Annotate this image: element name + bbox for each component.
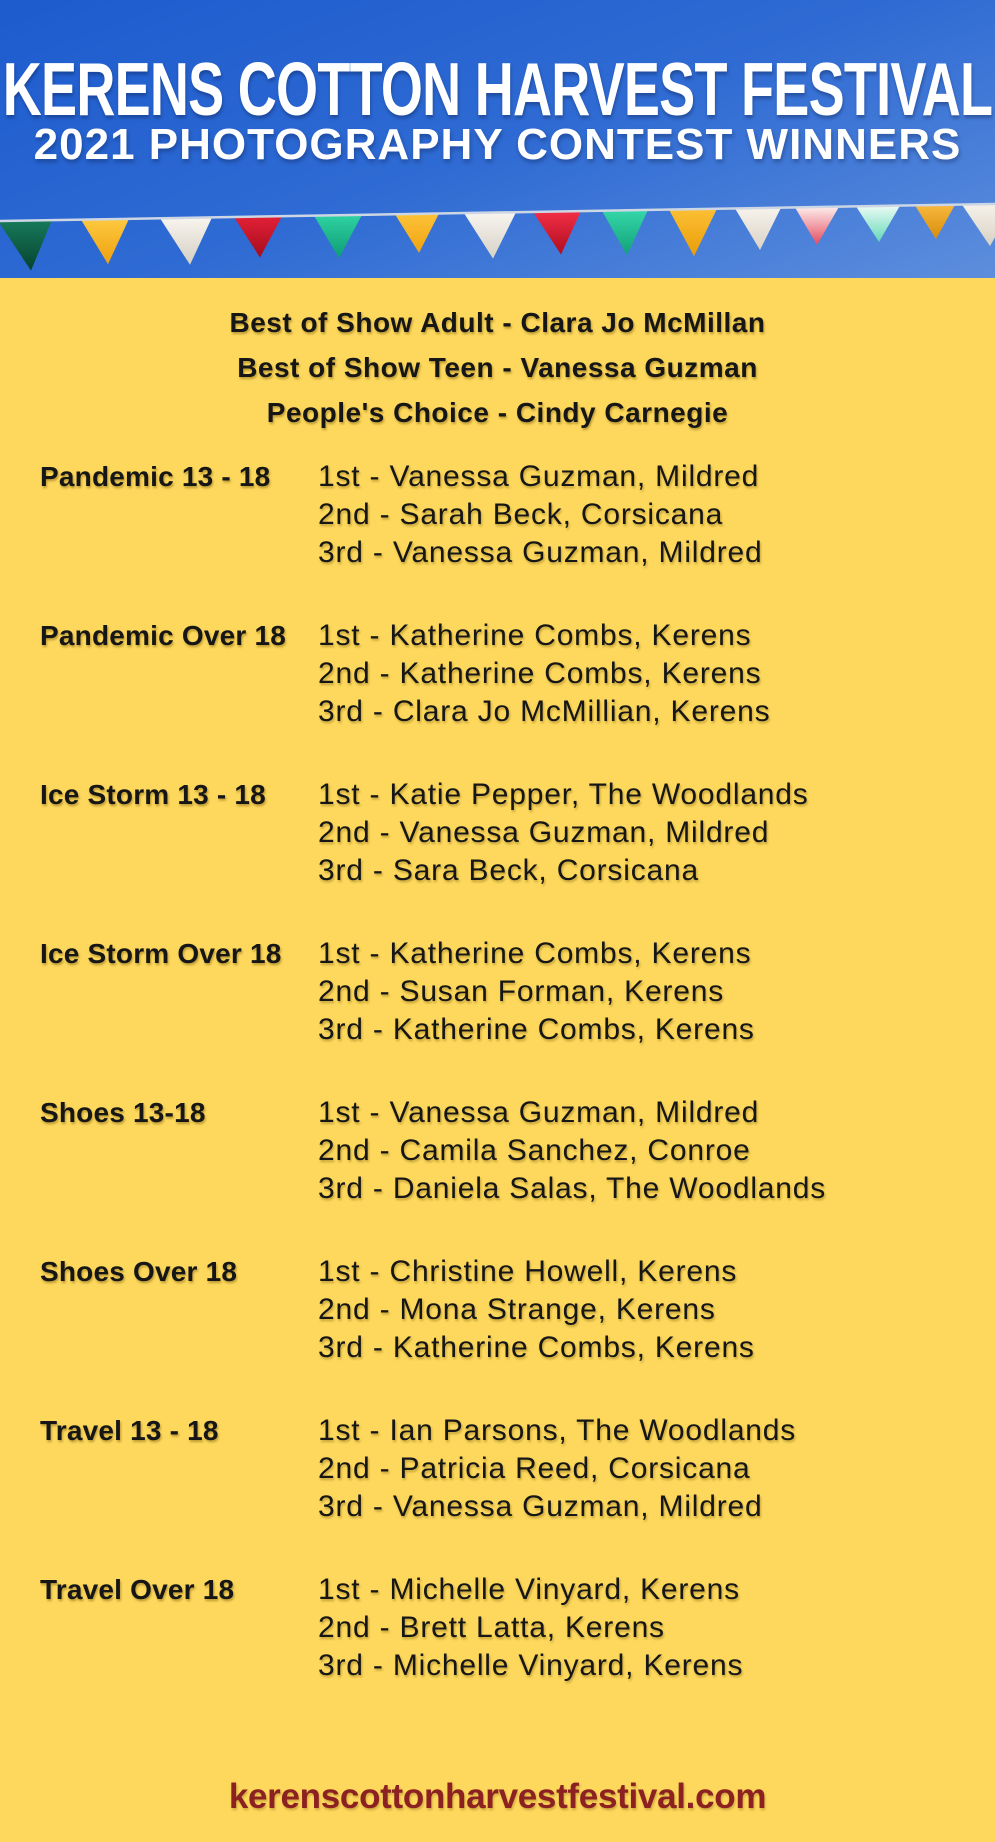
website-text: kerenscottonharvestfestival.com — [228, 1777, 767, 1816]
category-section — [0, 1094, 995, 1208]
pennant-flag — [669, 209, 717, 257]
best-of-show-list — [0, 300, 995, 435]
pennant-flag — [915, 205, 955, 239]
category-section — [0, 935, 995, 1049]
category-label: Pandemic 13 - 18 — [40, 461, 271, 492]
pennant-flag — [160, 217, 212, 264]
category-winners — [318, 1094, 995, 1208]
winner-line: 3rd - Vanessa Guzman, Mildred — [318, 1490, 763, 1523]
poster-title: KERENS COTTON HARVEST FESTIVAL — [2, 47, 993, 131]
pennant-flag — [314, 215, 362, 258]
best-of-line: Best of Show Teen - Vanessa Guzman — [237, 352, 758, 383]
winner-line: 2nd - Katherine Combs, Kerens — [318, 657, 762, 690]
winner-line: 3rd - Michelle Vinyard, Kerens — [318, 1649, 744, 1682]
winners-list — [0, 458, 995, 1730]
category-label: Ice Storm 13 - 18 — [40, 779, 266, 810]
winner-line: 2nd - Sarah Beck, Corsicana — [318, 498, 724, 531]
winner-line: 1st - Katherine Combs, Kerens — [318, 619, 752, 652]
category-winners — [318, 776, 995, 890]
category-section — [0, 617, 995, 731]
winner-line: 2nd - Patricia Reed, Corsicana — [318, 1452, 751, 1485]
category-winners — [318, 1253, 995, 1367]
category-winners — [318, 1412, 995, 1526]
category-section — [0, 1571, 995, 1685]
pennant-flag — [395, 214, 439, 253]
category-label: Travel Over 18 — [40, 1574, 235, 1605]
category-label: Shoes 13-18 — [40, 1097, 206, 1128]
bunting-flags-icon — [0, 190, 995, 290]
winner-line: 2nd - Susan Forman, Kerens — [318, 975, 724, 1008]
category-winners — [318, 458, 995, 572]
category-section — [0, 1253, 995, 1367]
winner-line: 1st - Vanessa Guzman, Mildred — [318, 1096, 760, 1129]
winner-line: 2nd - Camila Sanchez, Conroe — [318, 1134, 751, 1167]
winner-line: 3rd - Vanessa Guzman, Mildred — [318, 536, 763, 569]
category-label: Pandemic Over 18 — [40, 620, 286, 651]
best-of-line: People's Choice - Cindy Carnegie — [266, 397, 729, 428]
category-winners — [318, 617, 995, 731]
best-of-line: Best of Show Adult - Clara Jo McMillan — [229, 307, 766, 338]
pennant-flag — [234, 216, 282, 257]
winner-line: 1st - Michelle Vinyard, Kerens — [318, 1573, 740, 1606]
pennant-flag — [533, 211, 581, 254]
pennant-flag — [795, 207, 839, 245]
winner-line: 2nd - Mona Strange, Kerens — [318, 1293, 716, 1326]
winner-line: 3rd - Katherine Combs, Kerens — [318, 1013, 755, 1046]
pennant-flag — [81, 219, 129, 264]
category-label: Ice Storm Over 18 — [40, 938, 282, 969]
pennant-flag — [962, 204, 995, 246]
category-label: Shoes Over 18 — [40, 1256, 238, 1287]
category-winners — [318, 935, 995, 1049]
category-label: Travel 13 - 18 — [40, 1415, 219, 1446]
winner-line: 2nd - Vanessa Guzman, Mildred — [318, 816, 770, 849]
pennant-flag — [856, 206, 900, 242]
category-section — [0, 458, 995, 572]
winner-line: 1st - Vanessa Guzman, Mildred — [318, 460, 760, 493]
poster-subtitle: 2021 PHOTOGRAPHY CONTEST WINNERS — [33, 120, 962, 169]
winner-line: 3rd - Katherine Combs, Kerens — [318, 1331, 755, 1364]
category-section — [0, 776, 995, 890]
winner-line: 1st - Christine Howell, Kerens — [318, 1255, 738, 1288]
pennant-flag — [464, 212, 516, 258]
winner-line: 1st - Ian Parsons, The Woodlands — [318, 1414, 797, 1447]
winner-line: 1st - Katherine Combs, Kerens — [318, 937, 752, 970]
winner-line: 1st - Katie Pepper, The Woodlands — [318, 778, 809, 811]
winner-line: 3rd - Sara Beck, Corsicana — [318, 854, 699, 887]
pennant-flag — [602, 210, 648, 255]
category-winners — [318, 1571, 995, 1685]
pennant-flag — [735, 208, 781, 250]
winner-line: 2nd - Brett Latta, Kerens — [318, 1611, 665, 1644]
winner-line: 3rd - Daniela Salas, The Woodlands — [318, 1172, 827, 1205]
pennant-flag — [0, 220, 52, 271]
category-section — [0, 1412, 995, 1526]
winner-line: 3rd - Clara Jo McMillian, Kerens — [318, 695, 771, 728]
